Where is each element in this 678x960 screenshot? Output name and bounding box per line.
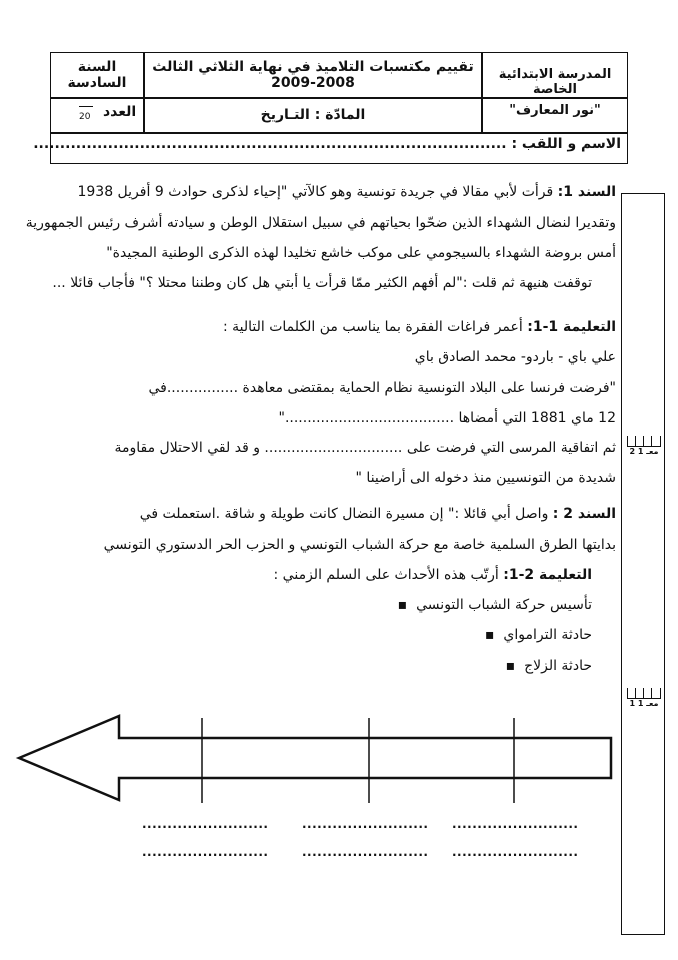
school-name [483, 53, 627, 132]
event-label: حادثة الترامواي [503, 627, 592, 643]
arrow-shape [19, 716, 611, 800]
divider [51, 132, 627, 134]
task1-words: علي باي - باردو- محمد الصادق باي [414, 349, 616, 365]
grade-label-2: معـ 1 1 [629, 699, 659, 708]
exam-year: 2009-2008 [271, 75, 355, 91]
score-label: العدد [103, 104, 137, 120]
task1-text: أعمر فراغات الفقرة بما يناسب من الكلمات التالية : [222, 319, 528, 335]
header-table [33, 52, 628, 164]
source2-label: السند 2 : [552, 506, 616, 522]
score-max: 20 [79, 112, 91, 122]
task1-paragraph-2[interactable]: 12 ماي 1881 التي أمضاها ......................................" [278, 410, 616, 426]
answer-blank[interactable]: ......................... [142, 817, 269, 831]
score-box [51, 98, 143, 132]
school-line-2: "نور المعارف" [509, 103, 601, 118]
name-field[interactable] [33, 136, 621, 152]
exam-title [145, 53, 481, 97]
event-label: حادثة الزلاج [524, 658, 592, 674]
source2-text: واصل أبي قائلا :" إن مسيرة النضال كانت طويلة و شاقة .استعملت في [139, 506, 553, 522]
task2-label: التعليمة 2-1: [503, 567, 592, 583]
task1-paragraph-4: شديدة من التونسيين منذ دخوله الى أراضينا " [355, 470, 616, 486]
task1-paragraph-3[interactable]: ثم اتفاقية المرسى التي فرضت على ............................... و قد لقي الاحتلال مقاومة [114, 440, 616, 456]
source1-text: قرأت لأبي مقالا في جريدة تونسية وهو كالآتي "إحياء لذكرى حوادث 9 أفريل 1938 [77, 184, 558, 200]
source2-line-1 [140, 506, 616, 522]
task1-paragraph-1[interactable]: "فرضت فرنسا على البلاد التونسية نظام الحماية بمقتضى معاهدة ................في [148, 380, 616, 396]
event-item: حادثة الزلاج ▪ [505, 658, 592, 674]
school-line-1: المدرسة الابتدائية الخاصة [498, 67, 612, 97]
subject: المادّة : التـاريخ [260, 107, 366, 123]
grade-label-1: معـ 1 2 [629, 447, 659, 456]
event-item: حادثة الترامواي ▪ [485, 627, 592, 643]
grade-box-2 [627, 688, 661, 716]
event-item: تأسيس حركة الشباب التونسي ▪ [397, 597, 592, 613]
task1-label: التعليمة 1-1: [527, 319, 616, 335]
answer-blank[interactable]: ......................... [302, 845, 429, 859]
task1-heading [223, 319, 616, 335]
answer-blank[interactable]: ......................... [302, 817, 429, 831]
fraction-bar [79, 106, 93, 107]
source1-line-4: توقفت هنيهة ثم قلت :"لم أفهم الكثير ممّا قرأت يا أبتي هل كان وطننا محتلا ؟" فأجاب قائلا ... [52, 275, 592, 291]
answer-blank[interactable]: ......................... [452, 845, 579, 859]
name-dots: ......................................................................................... [33, 136, 507, 152]
event-label: تأسيس حركة الشباب التونسي [416, 597, 592, 613]
grade-level: السنة السادسة [67, 59, 127, 91]
answer-blank[interactable]: ......................... [142, 845, 269, 859]
task2-text: أرتّب هذه الأحداث على السلم الزمني : [273, 567, 504, 583]
exam-title-line-1: تقييم مكتسبات التلاميذ في نهاية الثلاثي الثالث [152, 59, 474, 75]
source2-line-2: بدايتها الطرق السلمية خاصة مع حركة الشباب التونسي و الحزب الحر الدستوري التونسي [103, 537, 616, 553]
task2-heading [274, 567, 592, 583]
name-label: الاسم و اللقب : [511, 136, 621, 152]
answer-blank[interactable]: ......................... [452, 817, 579, 831]
source1-label: السند 1: [557, 184, 616, 200]
grade-box-1 [627, 436, 661, 464]
source1-line-2: وتقديرا لنضال الشهداء الذين ضحّوا بحياتهم في سبيل استقلال الوطن و سيادته أشرف رئيس الجمهورية [25, 215, 616, 231]
grading-margin [621, 193, 665, 935]
source1-line-1 [77, 184, 616, 200]
source1-line-3: أمس بروضة الشهداء بالسيجومي على موكب خاشع تخليدا لهذه الذكرى الوطنية المجيدة" [106, 245, 616, 261]
timeline-arrow [14, 708, 614, 820]
